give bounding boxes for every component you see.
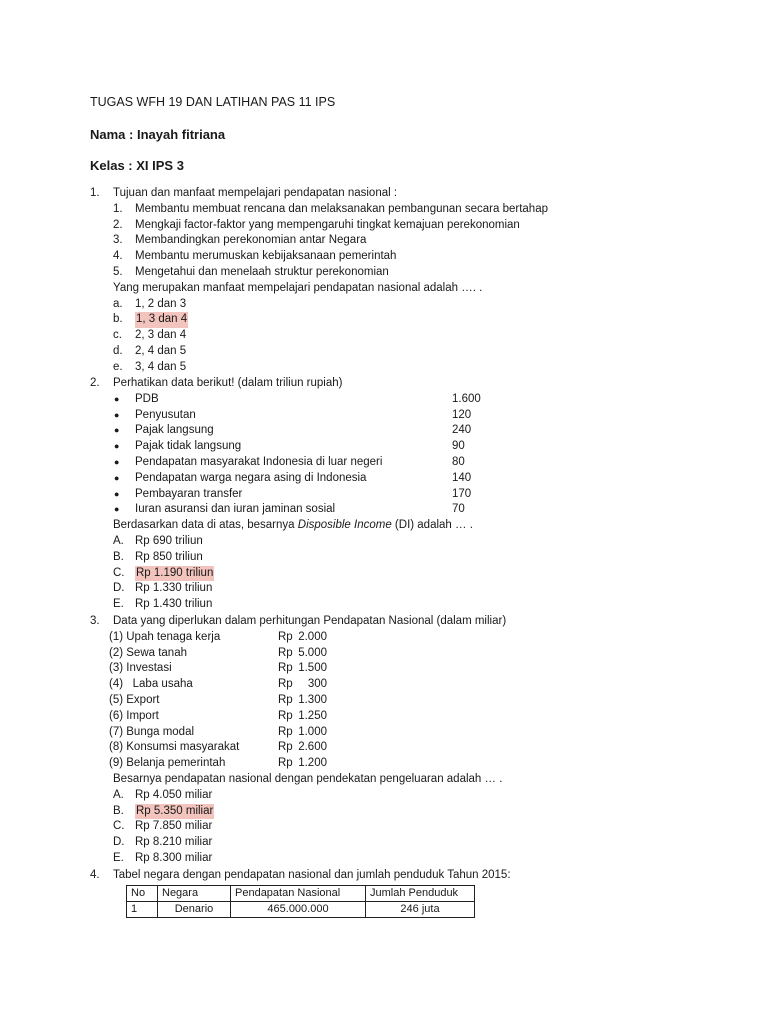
table-header: No xyxy=(127,886,158,902)
list-item-text: Mengetahui dan menelaah struktur perekonomian xyxy=(135,265,389,278)
bullet-icon: ● xyxy=(114,441,120,452)
cost-label: (7) Bunga modal xyxy=(109,725,195,738)
option-letter: A. xyxy=(113,788,124,801)
list-item-number: 1. xyxy=(113,202,123,215)
data-item xyxy=(90,408,690,424)
data-value: 1.600 xyxy=(452,392,481,405)
cost-item xyxy=(90,709,690,725)
option-text-highlighted: Rp 5.350 miliar xyxy=(135,804,214,820)
cost-value: 300 xyxy=(307,678,327,691)
bullet-icon: ● xyxy=(114,409,120,420)
question-number: 3. xyxy=(90,615,100,627)
cost-label: (6) Import xyxy=(109,709,159,722)
option-text: Rp 1.330 triliun xyxy=(135,582,213,595)
cost-value: 5.000 xyxy=(298,646,327,659)
list-item-text: Membandingkan perekonomian antar Negara xyxy=(135,234,367,247)
answer-option xyxy=(90,550,690,566)
table-cell: Denario xyxy=(158,902,231,918)
option-text: 3, 4 dan 5 xyxy=(135,360,187,373)
bullet-icon: ● xyxy=(114,472,120,483)
currency: Rp xyxy=(278,725,293,738)
option-text: 2, 3 dan 4 xyxy=(135,329,187,342)
cost-label: (1) Upah tenaga kerja xyxy=(109,630,221,643)
list-item-text: Membantu merumuskan kebijaksanaan pemerintah xyxy=(135,250,397,263)
cost-item xyxy=(90,630,690,646)
answer-option xyxy=(90,534,690,550)
cost-value: 1.300 xyxy=(298,693,327,706)
option-text-highlighted: 1, 3 dan 4 xyxy=(135,312,188,328)
list-item-number: 3. xyxy=(113,234,123,247)
data-item xyxy=(90,455,690,471)
option-letter: E. xyxy=(113,851,124,864)
bullet-icon: ● xyxy=(114,425,120,436)
cost-label: (9) Belanja pemerintah xyxy=(109,757,226,770)
cost-label: (3) Investasi xyxy=(109,662,172,675)
data-value: 70 xyxy=(452,503,465,516)
prompt-text: Berdasarkan data di atas, besarnya xyxy=(113,519,298,532)
cost-value: 1.500 xyxy=(298,662,327,675)
question-number: 2. xyxy=(90,377,100,389)
option-letter: b. xyxy=(113,313,123,326)
data-value: 80 xyxy=(452,455,465,468)
data-value: 170 xyxy=(452,487,472,500)
option-text: Rp 8.210 miliar xyxy=(135,836,213,849)
question-text: Data yang diperlukan dalam perhitungan Pendapatan Nasional (dalam miliar) xyxy=(113,615,507,627)
option-letter: a. xyxy=(113,297,123,310)
data-item xyxy=(90,392,690,408)
data-label: Pendapatan warga negara asing di Indonesia xyxy=(135,471,367,484)
prompt-italic-term: Disposible Income xyxy=(297,519,392,532)
answer-option xyxy=(90,297,690,313)
document-title: TUGAS WFH 19 DAN LATIHAN PAS 11 IPS xyxy=(90,95,336,109)
cost-item xyxy=(90,646,690,662)
answer-option xyxy=(90,851,690,867)
option-text: 1, 2 dan 3 xyxy=(135,297,187,310)
cost-item xyxy=(90,661,690,677)
table-cell: 465.000.000 xyxy=(231,902,366,918)
data-value: 240 xyxy=(452,424,472,437)
question-2 xyxy=(90,376,690,613)
data-item xyxy=(90,487,690,503)
currency: Rp xyxy=(278,646,293,659)
option-text: Rp 4.050 miliar xyxy=(135,788,213,801)
cost-label: (5) Export xyxy=(109,693,160,706)
answer-option xyxy=(90,788,690,804)
student-name: Nama : Inayah fitriana xyxy=(90,127,226,142)
bullet-icon: ● xyxy=(114,504,120,515)
answer-option-selected xyxy=(90,312,690,328)
option-text-highlighted: Rp 1.190 triliun xyxy=(135,566,214,582)
data-value: 120 xyxy=(452,408,472,421)
answer-option xyxy=(90,597,690,613)
cost-value: 1.000 xyxy=(298,725,327,738)
list-item xyxy=(90,218,690,234)
question-3 xyxy=(90,614,690,867)
list-item-text: Membantu membuat rencana dan melaksanakan pembangunan secara bertahap xyxy=(135,202,548,215)
option-text: Rp 8.300 miliar xyxy=(135,851,213,864)
data-value: 90 xyxy=(452,440,465,453)
question-prompt: Yang merupakan manfaat mempelajari pendapatan nasional adalah …. . xyxy=(113,281,483,294)
question-4 xyxy=(90,868,690,884)
list-item-number: 5. xyxy=(113,265,123,278)
option-text: Rp 690 triliun xyxy=(135,534,203,547)
option-letter: E. xyxy=(113,598,124,611)
data-label: Pendapatan masyarakat Indonesia di luar negeri xyxy=(135,455,383,468)
cost-label: (2) Sewa tanah xyxy=(109,646,187,659)
cost-item xyxy=(90,740,690,756)
data-label: Pajak langsung xyxy=(135,424,214,437)
list-item xyxy=(90,265,690,281)
table-row xyxy=(127,902,475,918)
cost-item xyxy=(90,677,690,693)
answer-option-selected xyxy=(90,804,690,820)
table-header: Pendapatan Nasional xyxy=(231,886,366,902)
option-letter: B. xyxy=(113,804,124,817)
list-item xyxy=(90,249,690,265)
question-1 xyxy=(90,186,690,376)
question-number: 1. xyxy=(90,187,100,199)
cost-item xyxy=(90,693,690,709)
option-letter: c. xyxy=(113,329,122,342)
table-header: Jumlah Penduduk xyxy=(366,886,475,902)
bullet-icon: ● xyxy=(114,488,120,499)
currency: Rp xyxy=(278,757,293,770)
answer-option xyxy=(90,328,690,344)
answer-option xyxy=(90,360,690,376)
answer-option xyxy=(90,835,690,851)
option-text: Rp 7.850 miliar xyxy=(135,820,213,833)
list-item-number: 2. xyxy=(113,218,123,231)
option-text: 2, 4 dan 5 xyxy=(135,344,187,357)
data-item xyxy=(90,439,690,455)
cost-value: 2.600 xyxy=(298,741,327,754)
option-text: Rp 850 triliun xyxy=(135,550,203,563)
list-item-number: 4. xyxy=(113,250,123,263)
answer-option-selected xyxy=(90,566,690,582)
question-text: Tujuan dan manfaat mempelajari pendapatan nasional : xyxy=(113,187,398,199)
answer-option xyxy=(90,344,690,360)
data-label: Iuran asuransi dan iuran jaminan sosial xyxy=(135,503,336,516)
option-letter: D. xyxy=(113,836,125,849)
list-item xyxy=(90,233,690,249)
data-item xyxy=(90,471,690,487)
cost-value: 2.000 xyxy=(298,630,327,643)
cost-item xyxy=(90,725,690,741)
question-prompt xyxy=(113,518,473,534)
cost-value: 1.200 xyxy=(298,757,327,770)
question-number: 4. xyxy=(90,869,100,881)
data-label: Pajak tidak langsung xyxy=(135,440,242,453)
cost-item xyxy=(90,756,690,772)
data-item xyxy=(90,423,690,439)
currency: Rp xyxy=(278,741,293,754)
currency: Rp xyxy=(278,678,293,691)
data-item xyxy=(90,502,690,518)
option-text: Rp 1.430 triliun xyxy=(135,598,213,611)
option-letter: C. xyxy=(113,820,125,833)
question-text: Perhatikan data berikut! (dalam triliun rupiah) xyxy=(113,377,343,389)
option-letter: e. xyxy=(113,360,123,373)
option-letter: D. xyxy=(113,582,125,595)
currency: Rp xyxy=(278,662,293,675)
bullet-icon: ● xyxy=(114,393,120,404)
student-class: Kelas : XI IPS 3 xyxy=(90,158,184,173)
data-value: 140 xyxy=(452,471,472,484)
bullet-icon: ● xyxy=(114,456,120,467)
table-header-row xyxy=(127,886,475,902)
list-item-text: Mengkaji factor-faktor yang mempengaruhi tingkat kemajuan perekonomian xyxy=(135,218,520,231)
answer-option xyxy=(90,819,690,835)
option-letter: B. xyxy=(113,550,124,563)
table-header: Negara xyxy=(158,886,231,902)
question-text: Tabel negara dengan pendapatan nasional dan jumlah penduduk Tahun 2015: xyxy=(113,869,511,881)
cost-label: (8) Konsumsi masyarakat xyxy=(109,741,240,754)
prompt-text: (DI) adalah … . xyxy=(391,519,473,532)
option-letter: C. xyxy=(113,566,125,579)
currency: Rp xyxy=(278,709,293,722)
currency: Rp xyxy=(278,630,293,643)
cost-value: 1.250 xyxy=(298,709,327,722)
data-label: PDB xyxy=(135,392,159,405)
table-cell: 246 juta xyxy=(366,902,475,918)
cost-label: (4) Laba usaha xyxy=(109,678,193,691)
country-income-table xyxy=(126,885,475,918)
answer-option xyxy=(90,581,690,597)
currency: Rp xyxy=(278,693,293,706)
option-letter: d. xyxy=(113,344,123,357)
list-item xyxy=(90,202,690,218)
option-letter: A. xyxy=(113,534,124,547)
data-label: Penyusutan xyxy=(135,408,196,421)
data-label: Pembayaran transfer xyxy=(135,487,243,500)
table-cell: 1 xyxy=(127,902,158,918)
question-prompt: Besarnya pendapatan nasional dengan pendekatan pengeluaran adalah … . xyxy=(113,772,503,785)
